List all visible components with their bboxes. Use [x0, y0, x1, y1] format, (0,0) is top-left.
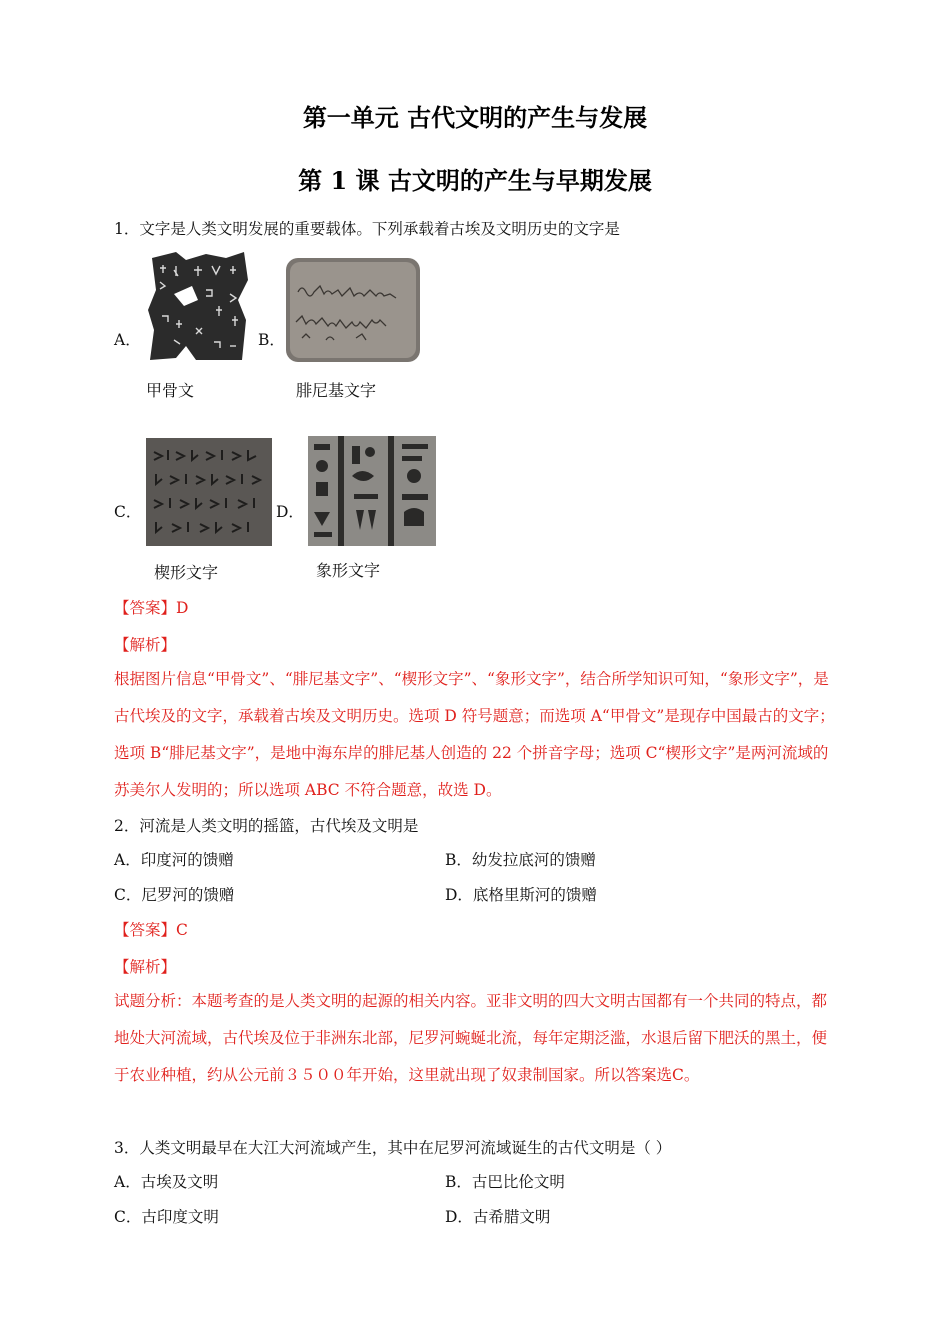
q1-option-c-caption: 楔形文字: [154, 563, 219, 582]
q2-option-a: A．印度河的馈赠: [114, 851, 234, 869]
q1-answer: 【答案】D: [114, 599, 189, 617]
cuneiform-script-image: [146, 438, 272, 546]
question-2-stem: 2．河流是人类文明的摇篮，古代埃及文明是: [114, 817, 419, 835]
q2-analysis-text: 试题分析：本题考查的是人类文明的起源的相关内容。亚非文明的四大文明古国都有一个共同的特点，都地处大河流域，古代埃及位于非洲东北部，尼罗河蜿蜒北流，每年定期泛滥，水退后留下肥沃的黑土，便于农业种植，约从公元前３５００年开始，这里就出现了奴隶制国家。所以答案选C。: [114, 992, 828, 1084]
q2-option-b: B．幼发拉底河的馈赠: [445, 851, 596, 869]
q1-analysis-tag: 【解析】: [114, 636, 177, 654]
q1-analysis-text: 根据图片信息“甲骨文”、“腓尼基文字”、“楔形文字”、“象形文字”，结合所学知识可知，“象形文字”，是古代埃及的文字，承载着古埃及文明历史。选项 D 符号题意；而选项 A“甲骨文”是现存中国最古的文字；选项 B“腓尼基文字”，是地中海东岸的腓尼基人创造的 22 个拼音字母；选项 C“楔形文字”是两河流域的苏美尔人发明的；所以选项 ABC 不符合题意，故选 D。: [114, 670, 835, 799]
q1-option-d-label: D．: [276, 503, 304, 521]
q1-option-a-label: A．: [114, 331, 141, 349]
oracle-bone-script-image: [146, 250, 250, 362]
lesson-title: 第 1 课 古文明的产生与早期发展: [298, 166, 652, 195]
q3-option-c: C．古印度文明: [114, 1208, 219, 1226]
q1-option-d-caption: 象形文字: [316, 561, 381, 580]
q1-option-b-label: B．: [258, 331, 285, 349]
q3-option-b: B．古巴比伦文明: [445, 1173, 565, 1191]
q1-option-b-caption: 腓尼基文字: [296, 381, 377, 400]
question-1-stem: 1．文字是人类文明发展的重要载体。下列承载着古埃及文明历史的文字是: [114, 220, 620, 238]
q1-option-c-label: C．: [114, 503, 142, 521]
q3-option-a: A．古埃及文明: [114, 1173, 219, 1191]
unit-title: 第一单元 古代文明的产生与发展: [302, 103, 648, 132]
q2-option-d: D．底格里斯河的馈赠: [445, 886, 597, 904]
phoenician-script-image: [286, 258, 420, 362]
hieroglyph-script-image: [308, 436, 436, 546]
q2-option-c: C．尼罗河的馈赠: [114, 886, 235, 904]
q2-answer: 【答案】C: [114, 921, 188, 939]
q2-analysis-tag: 【解析】: [114, 958, 177, 976]
question-3-stem: 3．人类文明最早在大江大河流域产生，其中在尼罗河流域诞生的古代文明是（ ）: [114, 1139, 672, 1157]
q1-option-a-caption: 甲骨文: [146, 381, 195, 400]
q3-option-d: D．古希腊文明: [445, 1208, 551, 1226]
